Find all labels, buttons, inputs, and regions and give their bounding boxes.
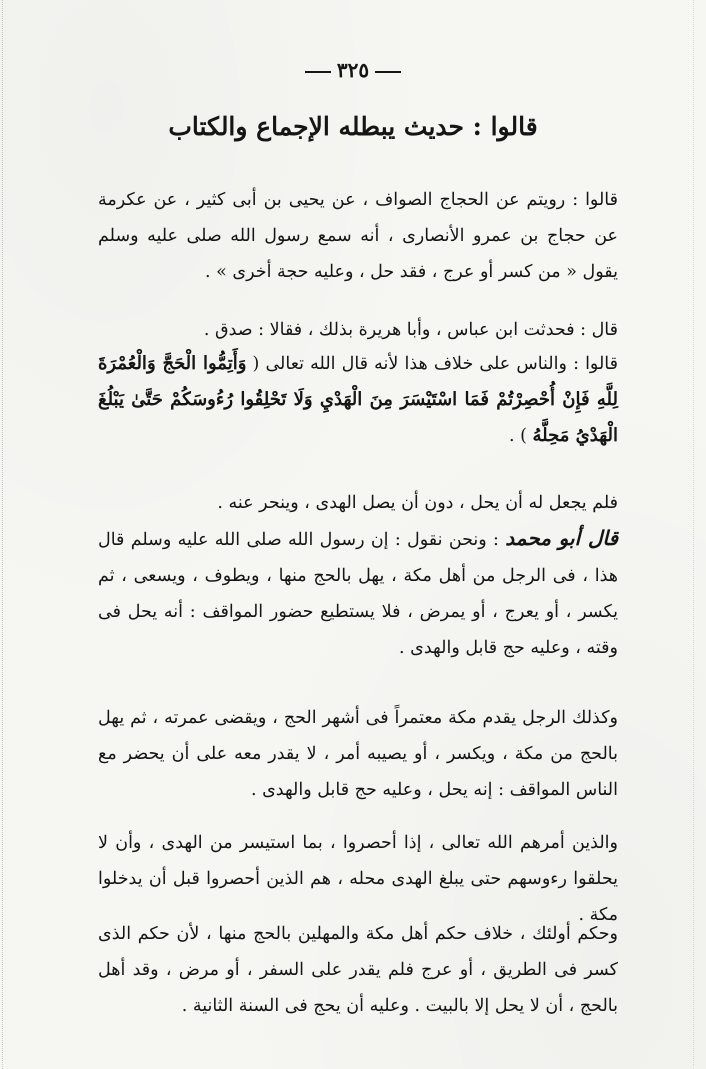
paragraph-4 — [98, 485, 618, 521]
paragraph-text: فلم يجعل له أن يحل ، دون أن يصل الهدى ، وينحر عنه . — [217, 493, 618, 513]
author-attribution: قال أبو محمد — [505, 526, 619, 550]
paragraph-text-before: قالوا : والناس على خلاف هذا لأنه قال الله تعالى ( — [252, 354, 619, 374]
paragraph-with-quran — [98, 346, 618, 454]
paragraph-5 — [98, 520, 618, 666]
paragraph-6 — [98, 700, 618, 808]
dash-left — [305, 71, 331, 73]
chapter-heading: قالوا : حديث يبطله الإجماع والكتاب — [168, 112, 538, 141]
paragraph-1 — [98, 182, 618, 290]
paragraph-text: والذين أمرهم الله تعالى ، إذا أحصروا ، بما استيسر من الهدى ، وأن لا يحلقوا رءوسهم حتى يبلغ الهدى محله ، هم الذين أحصروا قبل أن يدخلوا مكة . — [98, 833, 618, 925]
paragraph-text: وحكم أولئك ، خلاف حكم أهل مكة والمهلين بالحج منها ، لأن حكم الذى كسر فى الطريق ، أو عرج فلم يقدر على السفر ، أو مرض ، وقد أهل بالحج ، أن لا يحل إلا بالبيت . وعليه أن يحج فى السنة الثانية . — [98, 924, 618, 1016]
paragraph-2 — [98, 312, 618, 348]
paragraph-text-after: ) . — [509, 426, 527, 446]
page-number-value: ٣٢٥ — [336, 58, 370, 82]
page-edge-right — [689, 0, 694, 1069]
quran-verse: وَأَتِمُّوا الْحَجَّ وَالْعُمْرَةَ لِلَّهِ فَإِنْ أُحْصِرْتُمْ فَمَا اسْتَيْسَرَ مِنَ الْهَدْيِ وَلَا تَحْلِقُوا رُءُوسَكُمْ حَتَّىٰ يَبْلُغَ الْهَدْيُ مَحِلَّهُ — [98, 353, 618, 446]
paragraph-text: وكذلك الرجل يقدم مكة معتمراً فى أشهر الحج ، ويقضى عمرته ، ثم يهل بالحج من مكة ، ويكسر ، أو يصيبه أمر ، لا يقدر معه على أن يحضر مع الناس المواقف : إنه يحل ، وعليه حج قابل والهدى . — [98, 708, 618, 800]
paragraph-3 — [98, 346, 618, 454]
dash-right — [375, 71, 401, 73]
paragraph-8 — [98, 916, 618, 1024]
paragraph-with-author — [98, 520, 618, 666]
page-number — [0, 58, 706, 82]
paragraph-text: قالوا : رويتم عن الحجاج الصواف ، عن يحيى بن أبى كثير ، عن عكرمة عن حجاج بن عمرو الأنصارى ، أنه سمع رسول الله صلى عليه وسلم يقول « من كسر أو عرج ، فقد حل ، وعليه حجة أخرى » . — [98, 190, 618, 282]
page-edge-left — [2, 0, 7, 1069]
paragraph-text: قال : فحدثت ابن عباس ، وأبا هريرة بذلك ، فقالا : صدق . — [203, 320, 618, 340]
paragraph-text: : ونحن نقول : إن رسول الله صلى الله عليه وسلم قال هذا ، فى الرجل من أهل مكة ، يهل بالحج منها ، ويطوف ، ويسعى ، ثم يكسر ، أو يعرج ، أو يمرض ، فلا يستطيع حضور المواقف : أنه يحل فى وقته ، وعليه حج قابل والهدى . — [98, 530, 618, 658]
